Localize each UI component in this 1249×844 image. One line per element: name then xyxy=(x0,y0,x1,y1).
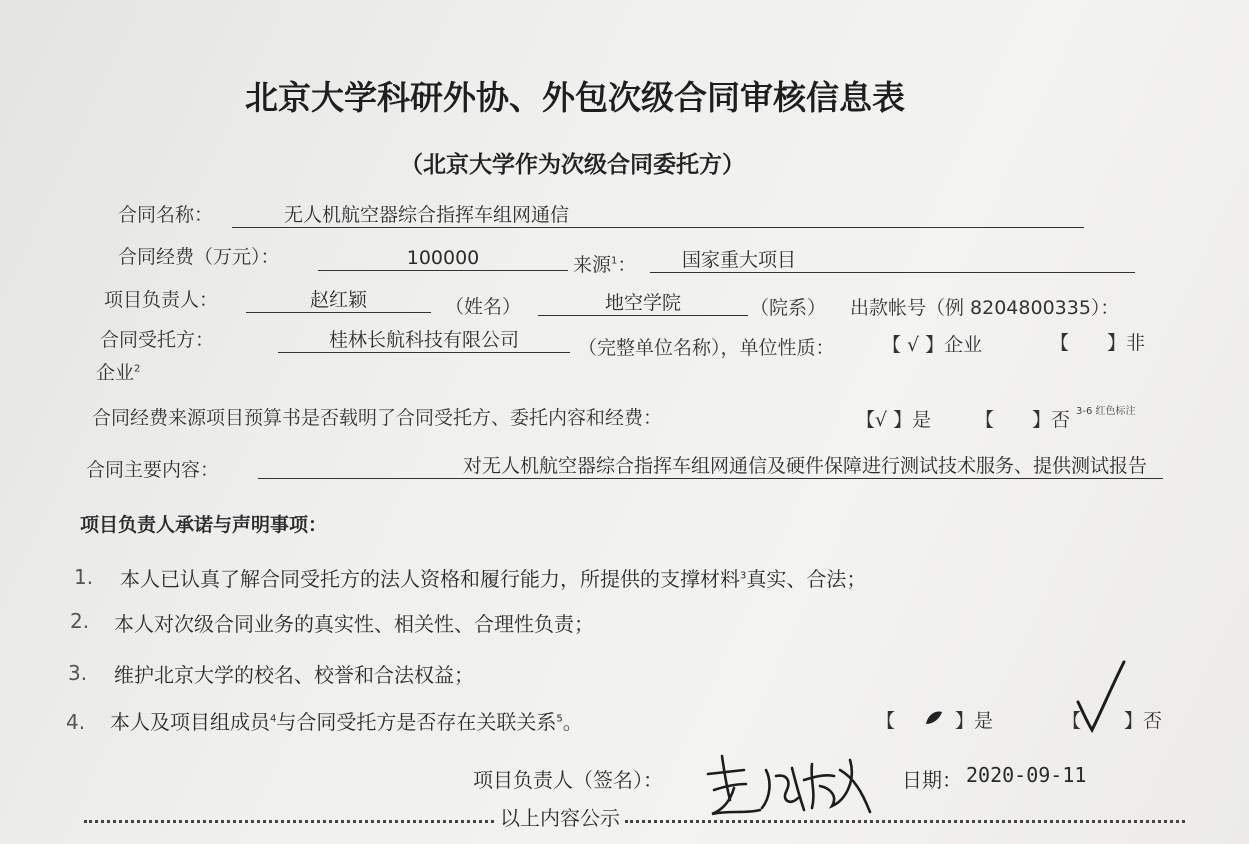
document-title: 北京大学科研外协、外包次级合同审核信息表 xyxy=(245,78,905,117)
source-label-text: 来源 xyxy=(573,254,612,276)
date-value: 2020-09-11 xyxy=(966,763,1087,787)
ink-blot-mark xyxy=(922,708,946,728)
relation-yes-close: 】是 xyxy=(955,710,994,732)
item-3-number: 3. xyxy=(68,661,88,685)
item-4-tail: 与合同受托方是否存在关联关系 xyxy=(276,710,557,734)
item-1-text xyxy=(120,563,866,592)
declaration-heading: 项目负责人承诺与声明事项： xyxy=(80,514,328,536)
pi-name-hint: （姓名） xyxy=(445,296,522,318)
contract-name-value: 无人机航空器综合指挥车组网通信 xyxy=(232,205,1084,228)
budget-note: 3-6 红色标注 xyxy=(1076,406,1136,417)
enterprise-option: 【 √ 】企业 xyxy=(882,334,983,356)
date-label: 日期： xyxy=(902,768,962,792)
footer-text: 以上内容公示 xyxy=(500,806,620,830)
signature-label: 项目负责人（签名）： xyxy=(473,768,663,792)
document-subtitle: （北京大学作为次级合同委托方） xyxy=(400,151,745,178)
handwritten-checkmark xyxy=(1072,658,1132,738)
pi-dept-hint: （院系） xyxy=(750,297,827,319)
relation-no-close: 】否 xyxy=(1124,710,1163,732)
main-content-label: 合同主要内容： xyxy=(86,459,220,481)
non-enterprise-option-prefix: 【 】非 xyxy=(1050,332,1146,354)
handwritten-signature xyxy=(700,740,885,820)
item-4-footnote: 4 xyxy=(270,713,277,725)
main-content-value: 对无人机航空器综合指挥车组网通信及硬件保障进行测试技术服务、提供测试报告 xyxy=(258,456,1163,479)
account-label: 出款帐号（例 8204800335）： xyxy=(850,297,1120,319)
item-1-body: 本人已认真了解合同受托方的法人资格和履行能力，所提供的支撑材料 xyxy=(120,567,740,591)
funding-value: 100000 xyxy=(318,248,568,271)
source-label xyxy=(573,250,636,277)
relation-yes-open: 【 xyxy=(876,710,896,732)
footer-dots-right xyxy=(625,820,1185,823)
pi-dept-value: 地空学院 xyxy=(538,293,748,316)
item-2-text: 本人对次级合同业务的真实性、相关性、合理性负责； xyxy=(114,612,594,636)
non-enterprise-option-suffix xyxy=(96,358,140,385)
contract-name-label: 合同名称： xyxy=(118,204,214,226)
item-3-text: 维护北京大学的校名、校誉和合法权益； xyxy=(114,663,474,687)
item-4-body: 本人及项目组成员 xyxy=(110,710,270,734)
pi-label: 项目负责人： xyxy=(104,289,219,311)
item-4-text xyxy=(110,706,583,735)
item-1-tail: 真实、合法； xyxy=(746,567,867,591)
funding-label: 合同经费（万元）： xyxy=(118,246,280,268)
budget-yes-option: 【√ 】是 xyxy=(856,409,932,431)
source-colon: ： xyxy=(617,254,637,276)
item-4-number: 4. xyxy=(66,710,86,734)
item-4-tail-2: 。 xyxy=(562,710,583,734)
pi-name-value: 赵红颖 xyxy=(246,290,431,313)
budget-no-option: 【 】否 xyxy=(975,409,1071,431)
trustee-hint: （完整单位名称），单位性质： xyxy=(578,337,835,359)
source-footnote: 1 xyxy=(611,255,618,267)
source-value: 国家重大项目 xyxy=(650,250,1135,273)
trustee-label: 合同受托方： xyxy=(100,329,215,351)
item-2-number: 2. xyxy=(70,609,90,633)
footer-dots-left xyxy=(84,820,494,823)
non-enterprise-text: 企业 xyxy=(96,362,135,384)
relation-no-open: 【 xyxy=(1062,710,1082,732)
item-1-footnote: 3 xyxy=(740,570,747,582)
item-4-footnote-2: 5 xyxy=(556,713,563,725)
budget-question: 合同经费来源项目预算书是否载明了合同受托方、委托内容和经费： xyxy=(92,407,663,429)
non-enterprise-footnote: 2 xyxy=(134,363,141,375)
trustee-value: 桂林长航科技有限公司 xyxy=(278,330,570,353)
item-1-number: 1. xyxy=(74,565,94,589)
